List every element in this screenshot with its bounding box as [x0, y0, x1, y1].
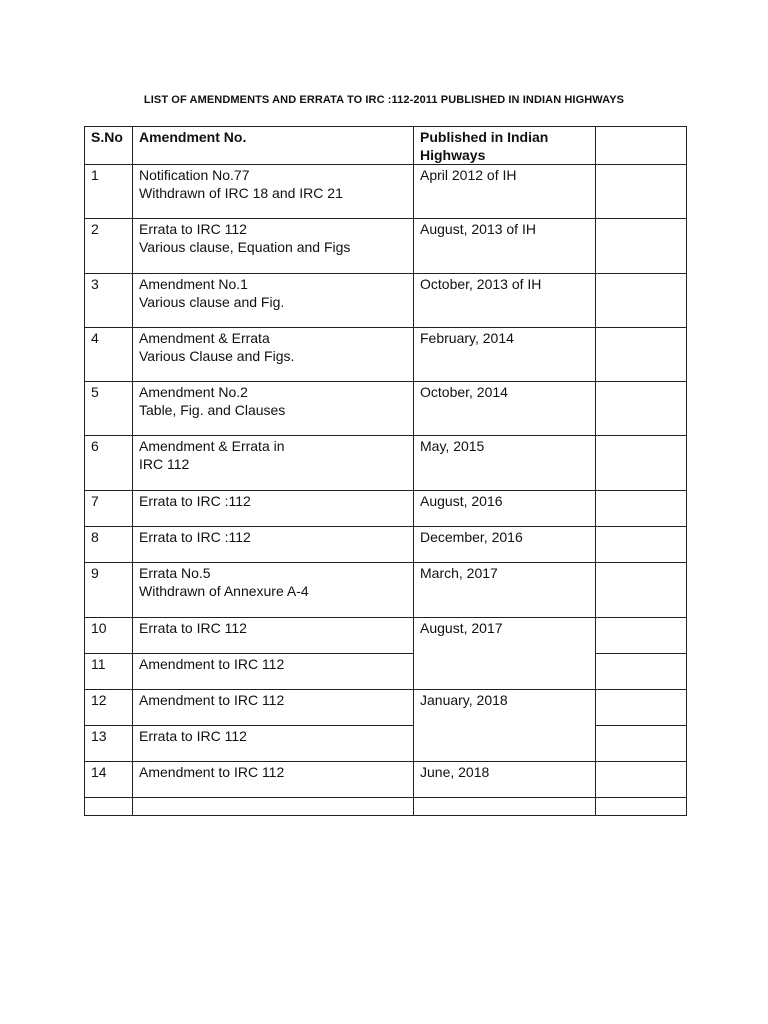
cell-amendment — [133, 726, 414, 762]
cell-extra — [596, 618, 687, 654]
cell-extra — [596, 436, 687, 491]
cell-published: August, 2013 of IH — [414, 219, 596, 274]
cell-amendment — [133, 165, 414, 219]
cell-sno: 12 — [85, 690, 133, 726]
cell-sno: 11 — [85, 654, 133, 690]
cell-amendment — [133, 436, 414, 491]
table-row — [85, 618, 687, 654]
cell-extra — [596, 219, 687, 274]
cell-extra — [596, 726, 687, 762]
cell-amendment — [133, 690, 414, 726]
cell-sno: 6 — [85, 436, 133, 491]
cell-extra — [596, 382, 687, 436]
cell-sno: 4 — [85, 328, 133, 382]
cell-amendment — [133, 219, 414, 274]
amendment-line: Amendment & Errata — [139, 330, 270, 346]
cell-amendment — [133, 798, 414, 816]
cell-extra — [596, 165, 687, 219]
cell-sno: 2 — [85, 219, 133, 274]
cell-published: August, 2017 — [414, 618, 596, 690]
document-title: LIST OF AMENDMENTS AND ERRATA TO IRC :112-2011 PUBLISHED IN INDIAN HIGHWAYS — [143, 94, 625, 106]
cell-amendment — [133, 762, 414, 798]
cell-amendment — [133, 274, 414, 328]
table-row — [85, 491, 687, 527]
cell-published: August, 2016 — [414, 491, 596, 527]
table-row — [85, 165, 687, 219]
cell-published: April 2012 of IH — [414, 165, 596, 219]
amendment-line: Amendment No.2 — [139, 384, 248, 400]
cell-extra — [596, 527, 687, 563]
table-row — [85, 726, 687, 762]
table-row — [85, 382, 687, 436]
cell-sno: 10 — [85, 618, 133, 654]
cell-sno: 5 — [85, 382, 133, 436]
cell-sno: 1 — [85, 165, 133, 219]
cell-extra — [596, 690, 687, 726]
header-published: Published in Indian Highways — [414, 127, 596, 165]
header-sno: S.No — [85, 127, 133, 165]
amendment-line: Errata to IRC :112 — [139, 493, 251, 509]
amendment-line: Errata to IRC 112 — [139, 620, 247, 636]
amendment-line: Errata to IRC 112 — [139, 728, 247, 744]
table-row — [85, 328, 687, 382]
cell-extra — [596, 654, 687, 690]
amendment-detail: Various Clause and Figs. — [139, 348, 295, 364]
cell-published: March, 2017 — [414, 563, 596, 618]
cell-amendment — [133, 491, 414, 527]
amendment-line: Amendment to IRC 112 — [139, 656, 285, 672]
cell-sno: 13 — [85, 726, 133, 762]
cell-published: June, 2018 — [414, 762, 596, 798]
cell-extra — [596, 328, 687, 382]
header-amendment: Amendment No. — [133, 127, 414, 165]
cell-published: October, 2014 — [414, 382, 596, 436]
amendment-line: Amendment to IRC 112 — [139, 764, 285, 780]
table-row — [85, 690, 687, 726]
table-row-empty — [85, 798, 687, 816]
amendment-line: Errata No.5 — [139, 565, 211, 581]
cell-amendment — [133, 382, 414, 436]
table-row — [85, 527, 687, 563]
amendment-detail: IRC 112 — [139, 456, 190, 472]
cell-published: October, 2013 of IH — [414, 274, 596, 328]
cell-extra — [596, 762, 687, 798]
cell-amendment — [133, 328, 414, 382]
cell-amendment — [133, 654, 414, 690]
table-row — [85, 762, 687, 798]
cell-extra — [596, 491, 687, 527]
cell-sno: 9 — [85, 563, 133, 618]
table-row — [85, 563, 687, 618]
cell-published: December, 2016 — [414, 527, 596, 563]
table-row — [85, 274, 687, 328]
cell-extra — [596, 563, 687, 618]
cell-sno: 3 — [85, 274, 133, 328]
header-extra — [596, 127, 687, 165]
amendment-detail: Withdrawn of IRC 18 and IRC 21 — [139, 185, 343, 201]
amendment-line: Amendment & Errata in — [139, 438, 285, 454]
cell-sno: 7 — [85, 491, 133, 527]
table-row — [85, 654, 687, 690]
cell-sno — [85, 798, 133, 816]
amendment-line: Errata to IRC :112 — [139, 529, 251, 545]
amendment-detail: Various clause, Equation and Figs — [139, 239, 351, 255]
cell-amendment — [133, 527, 414, 563]
table-row — [85, 219, 687, 274]
cell-amendment — [133, 618, 414, 654]
cell-extra — [596, 274, 687, 328]
amendment-line: Errata to IRC 112 — [139, 221, 247, 237]
amendment-line: Amendment to IRC 112 — [139, 692, 285, 708]
cell-published: February, 2014 — [414, 328, 596, 382]
cell-sno: 8 — [85, 527, 133, 563]
amendment-line: Notification No.77 — [139, 167, 250, 183]
cell-published — [414, 798, 596, 816]
cell-extra — [596, 798, 687, 816]
table-row — [85, 436, 687, 491]
cell-sno: 14 — [85, 762, 133, 798]
amendment-line: Amendment No.1 — [139, 276, 248, 292]
table-header-row — [85, 127, 687, 165]
amendment-detail: Withdrawn of Annexure A-4 — [139, 583, 309, 599]
amendments-table — [84, 126, 687, 816]
amendment-detail: Table, Fig. and Clauses — [139, 402, 286, 418]
cell-published: January, 2018 — [414, 690, 596, 762]
cell-amendment — [133, 563, 414, 618]
cell-published: May, 2015 — [414, 436, 596, 491]
amendment-detail: Various clause and Fig. — [139, 294, 285, 310]
